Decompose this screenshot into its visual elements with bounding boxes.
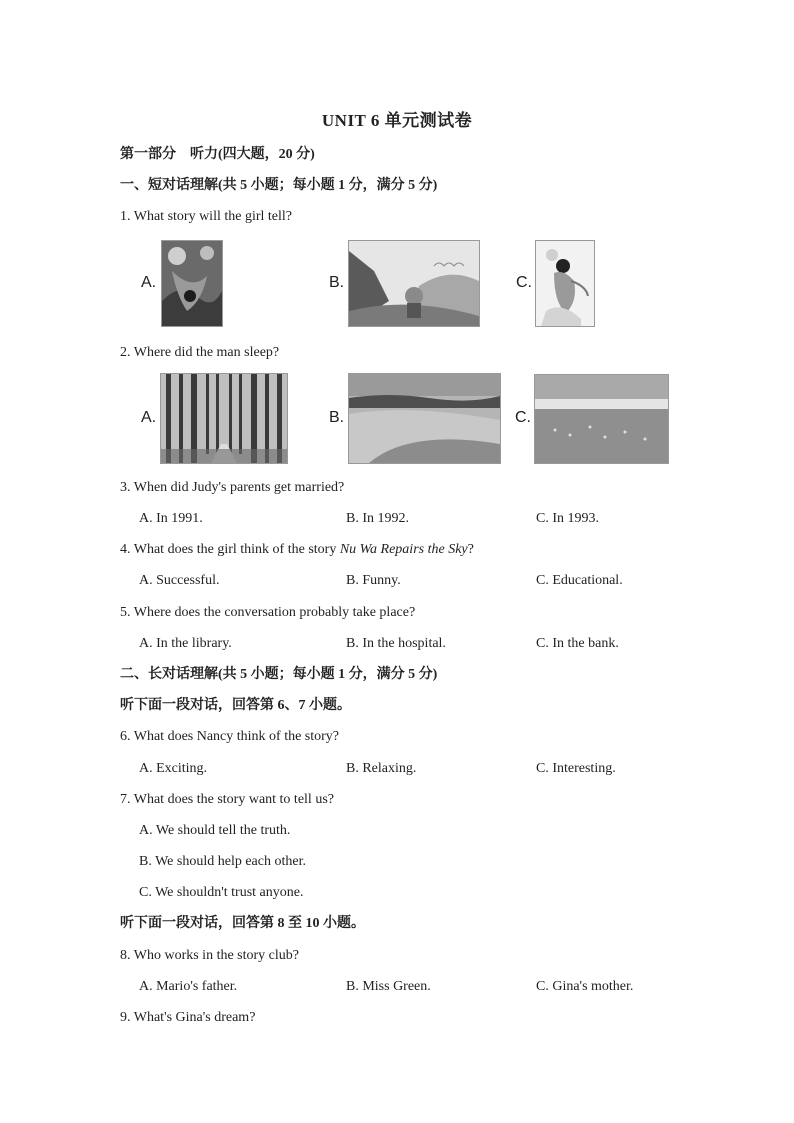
q4-option-c: C. Educational.: [536, 573, 623, 588]
q7-option-b: B. We should help each other.: [139, 854, 306, 869]
q6-option-a: A. Exciting.: [139, 761, 208, 776]
q2-label-a: A.: [141, 409, 157, 426]
question-8: 8. Who works in the story club?: [120, 948, 299, 963]
q7-option-a: A. We should tell the truth.: [139, 823, 291, 838]
q8-option-c: C. Gina's mother.: [536, 979, 634, 994]
part-heading: 第一部分 听力(四大题，20 分): [120, 147, 315, 162]
question-7: 7. What does the story want to tell us?: [120, 792, 334, 807]
question-4: 4. What does the girl think of the story Nu Wa Repairs the Sky?: [120, 542, 474, 557]
q3-option-b: B. In 1992.: [346, 511, 409, 526]
q1-label-c: C.: [516, 274, 532, 291]
q1-picture-c: [535, 240, 595, 327]
q7-option-c: C. We shouldn't trust anyone.: [139, 885, 304, 900]
question-9: 9. What's Gina's dream?: [120, 1010, 256, 1025]
q8-option-b: B. Miss Green.: [346, 979, 431, 994]
q2-picture-desert: [348, 373, 501, 464]
dialog-instruction-2: 听下面一段对话，回答第 8 至 10 小题。: [120, 916, 365, 931]
section-heading-2: 二、长对话理解(共 5 小题；每小题 1 分，满分 5 分): [120, 667, 438, 682]
q3-option-a: A. In 1991.: [139, 511, 203, 526]
q5-option-b: B. In the hospital.: [346, 636, 446, 651]
q3-option-c: C. In 1993.: [536, 511, 599, 526]
question-2: 2. Where did the man sleep?: [120, 345, 280, 360]
q1-picture-a: [161, 240, 223, 327]
q5-option-c: C. In the bank.: [536, 636, 619, 651]
q1-label-b: B.: [329, 274, 345, 291]
q2-label-c: C.: [515, 409, 531, 426]
section-heading-1: 一、短对话理解(共 5 小题；每小题 1 分，满分 5 分): [120, 178, 438, 193]
q1-picture-b: [348, 240, 480, 327]
q8-option-a: A. Mario's father.: [139, 979, 238, 994]
story-title: Nu Wa Repairs the Sky: [339, 542, 468, 557]
question-6: 6. What does Nancy think of the story?: [120, 729, 340, 744]
q6-option-c: C. Interesting.: [536, 761, 616, 776]
q2-label-b: B.: [329, 409, 345, 426]
q4-option-a: A. Successful.: [139, 573, 220, 588]
q4-option-b: B. Funny.: [346, 573, 401, 588]
q5-option-a: A. In the library.: [139, 636, 232, 651]
q2-picture-forest: [160, 373, 288, 464]
question-1: 1. What story will the girl tell?: [120, 209, 292, 224]
question-5: 5. Where does the conversation probably take place?: [120, 605, 416, 620]
q6-option-b: B. Relaxing.: [346, 761, 417, 776]
question-3: 3. When did Judy's parents get married?: [120, 480, 345, 495]
dialog-instruction-1: 听下面一段对话，回答第 6、7 小题。: [120, 698, 351, 713]
page-title: UNIT 6 单元测试卷: [321, 111, 473, 130]
q2-picture-grassland: [534, 374, 669, 464]
q1-label-a: A.: [141, 274, 157, 291]
